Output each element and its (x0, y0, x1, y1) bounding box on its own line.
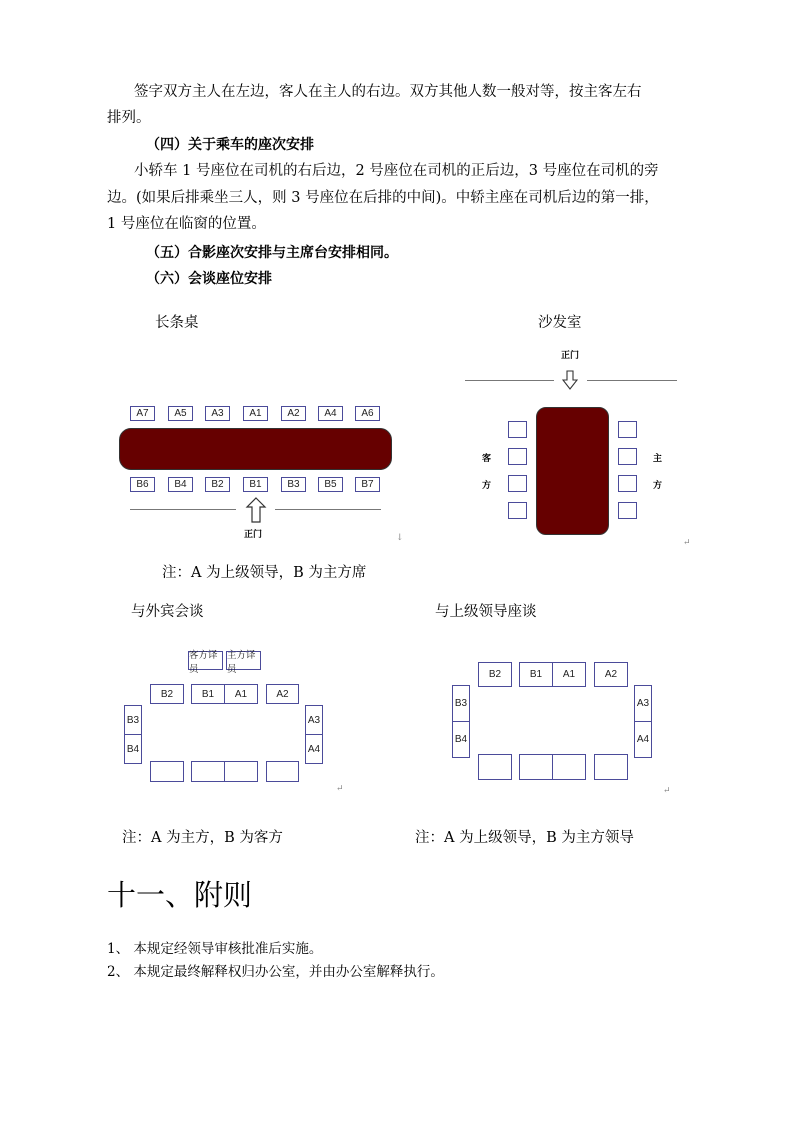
seat-a2: A2 (266, 684, 299, 704)
paragraph-car-line1: 小轿车 1 号座位在司机的右后边，2 号座位在司机的正后边，3 号座位在司机的旁 (134, 163, 659, 179)
guest-side-label-1: 客 (482, 454, 492, 464)
seat-b1: B1 (243, 477, 268, 492)
paragraph-mark: ↵ (336, 784, 344, 794)
superior-title: 与上级领导座谈 (435, 604, 537, 620)
paragraph-car-line2: 边。(如果后排乘坐三人，则 3 号座位在后排的中间)。中轿主座在司机后边的第一排， (107, 190, 659, 206)
supplementary-item-1: 1、 本规定经领导审核批准后实施。 (107, 941, 323, 957)
sofa-seat-left-2 (508, 448, 527, 465)
long-table-shape (119, 428, 392, 470)
sofa-seat-left-3 (508, 475, 527, 492)
heading-car-seating: （四）关于乘车的座次安排 (146, 137, 314, 153)
sofa-wall-left (465, 380, 554, 381)
wall-line-left (130, 509, 236, 510)
sofa-seat-right-1 (618, 421, 637, 438)
seat-bottom-4 (594, 754, 628, 780)
host-side-label-2: 方 (653, 481, 663, 491)
seat-a1: A1 (243, 406, 268, 421)
seat-b2: B2 (478, 662, 512, 687)
sofa-seat-left-1 (508, 421, 527, 438)
seat-a2: A2 (594, 662, 628, 687)
heading-meeting-seating: （六）会谈座位安排 (146, 271, 272, 287)
seat-b3: B3 (452, 685, 470, 722)
seat-a3: A3 (634, 685, 652, 722)
superior-note: 注：A 为上级领导，B 为主方领导 (415, 830, 634, 846)
sofa-seat-right-3 (618, 475, 637, 492)
seat-b1: B1 (191, 684, 225, 704)
seat-b2: B2 (150, 684, 184, 704)
sofa-seat-right-4 (618, 502, 637, 519)
guest-side-label-2: 方 (482, 481, 492, 491)
sofa-door-label: 正门 (561, 351, 580, 361)
door-arrow-down-icon (562, 370, 578, 390)
seat-a1: A1 (224, 684, 258, 704)
seat-b6: B6 (130, 477, 155, 492)
seat-a5: A5 (168, 406, 193, 421)
seat-bottom-3 (552, 754, 586, 780)
long-table-note: 注：A 为上级领导，B 为主方席 (162, 565, 367, 581)
wall-line-right (275, 509, 381, 510)
seat-a4: A4 (318, 406, 343, 421)
seat-b7: B7 (355, 477, 380, 492)
door-label: 正门 (244, 530, 263, 540)
seat-b3: B3 (124, 705, 142, 735)
host-interpreter-seat: 主方译员 (226, 651, 261, 670)
paragraph-mark: ↓ (396, 533, 404, 543)
seat-a3: A3 (205, 406, 230, 421)
seat-a3: A3 (305, 705, 323, 735)
paragraph-signing-line2: 排列。 (107, 110, 151, 126)
sofa-seat-left-4 (508, 502, 527, 519)
seat-b1: B1 (519, 662, 553, 687)
seat-a6: A6 (355, 406, 380, 421)
paragraph-mark: ↵ (663, 786, 671, 796)
paragraph-mark: ↵ (683, 538, 691, 548)
seat-a7: A7 (130, 406, 155, 421)
seat-a4: A4 (305, 734, 323, 764)
heading-photo-seating: （五）合影座次安排与主席台安排相同。 (146, 245, 398, 261)
seat-b2: B2 (205, 477, 230, 492)
paragraph-car-line3: 1 号座位在临窗的位置。 (107, 216, 266, 232)
seat-b4: B4 (452, 721, 470, 758)
seat-b4: B4 (124, 734, 142, 764)
seat-b4: B4 (168, 477, 193, 492)
seat-bottom-1 (478, 754, 512, 780)
seat-bottom-2 (519, 754, 553, 780)
paragraph-signing-line1: 签字双方主人在左边，客人在主人的右边。双方其他人数一般对等，按主客左右 (134, 84, 642, 100)
section-heading-supplementary: 十一、附则 (107, 878, 253, 912)
sofa-table-shape (536, 407, 609, 535)
door-arrow-up-icon (245, 497, 267, 523)
supplementary-item-2: 2、 本规定最终解释权归办公室，并由办公室解释执行。 (107, 964, 444, 980)
seat-b5: B5 (318, 477, 343, 492)
host-side-label-1: 主 (653, 454, 663, 464)
seat-a4: A4 (634, 721, 652, 758)
foreign-guest-title: 与外宾会谈 (131, 604, 204, 620)
seat-bottom-1 (150, 761, 184, 782)
seat-bottom-4 (266, 761, 299, 782)
long-table-title: 长条桌 (155, 315, 199, 331)
sofa-seat-right-2 (618, 448, 637, 465)
seat-b3: B3 (281, 477, 306, 492)
sofa-room-title: 沙发室 (538, 315, 582, 331)
guest-interpreter-seat: 客方译员 (188, 651, 223, 670)
seat-bottom-2 (191, 761, 225, 782)
seat-a2: A2 (281, 406, 306, 421)
sofa-wall-right (587, 380, 677, 381)
foreign-guest-note: 注：A 为主方，B 为客方 (122, 830, 283, 846)
seat-a1: A1 (552, 662, 586, 687)
seat-bottom-3 (224, 761, 258, 782)
